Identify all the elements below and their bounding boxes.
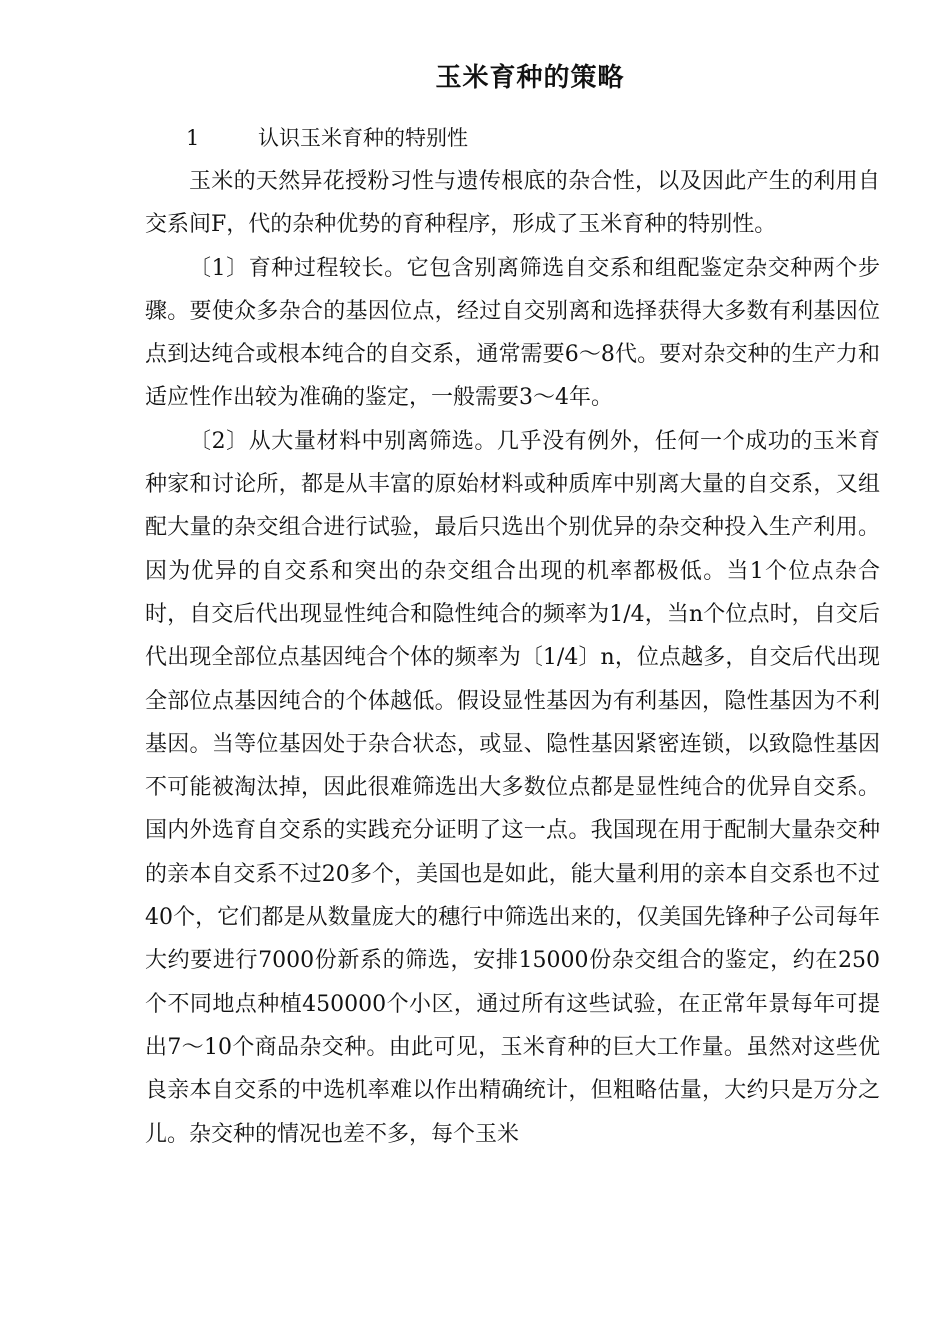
section-number: 1 [186, 126, 200, 150]
document-body [145, 160, 880, 1156]
paragraph-point-2: 〔2〕从大量材料中别离筛选。几乎没有例外，任何一个成功的玉米育种家和讨论所，都是从丰富的原始材料或种质库中别离大量的自交系，又组配大量的杂交组合进行试验，最后只选出个别优异的杂交种投入生产利用。因为优异的自交系和突出的杂交组合出现的机率都极低。当1个位点杂合时，自交后代出现显性纯合和隐性纯合的频率为1/4，当n个位点时，自交后代出现全部位点基因纯合个体的频率为〔1/4〕n，位点越多，自交后代出现全部位点基因纯合的个体越低。假设显性基因为有利基因，隐性基因为不利基因。当等位基因处于杂合状态，或显、隐性基因紧密连锁，以致隐性基因不可能被淘汰掉，因此很难筛选出大多数位点都是显性纯合的优异自交系。国内外选育自交系的实践充分证明了这一点。我国现在用于配制大量杂交种的亲本自交系不过20多个，美国也是如此，能大量利用的亲本自交系也不过40个，它们都是从数量庞大的穗行中筛选出来的，仅美国先锋种子公司每年大约要进行7000份新系的筛选，安排15000份杂交组合的鉴定，约在250个不同地点种植450000个小区，通过所有这些试验，在正常年景每年可提出7～10个商品杂交种。由此可见，玉米育种的巨大工作量。虽然对这些优良亲本自交系的中选机率难以作出精确统计，但粗略估量，大约只是万分之儿。杂交种的情况也差不多，每个玉米 [145, 428, 880, 1147]
paragraph-point-1: 〔1〕育种过程较长。它包含别离筛选自交系和组配鉴定杂交种两个步骤。要使众多杂合的基因位点，经过自交别离和选择获得大多数有利基因位点到达纯合或根本纯合的自交系，通常需要6～8代。要对杂交种的生产力和适应性作出较为准确的鉴定，一般需要3～4年。 [145, 255, 880, 411]
paragraph-intro: 玉米的天然异花授粉习性与遗传根底的杂合性，以及因此产生的利用自交系间F，代的杂种优势的育种程序，形成了玉米育种的特别性。 [145, 169, 880, 238]
section-heading [186, 118, 468, 158]
page-title: 玉米育种的策略 [435, 63, 625, 93]
section-heading-text: 认识玉米育种的特别性 [258, 126, 468, 150]
